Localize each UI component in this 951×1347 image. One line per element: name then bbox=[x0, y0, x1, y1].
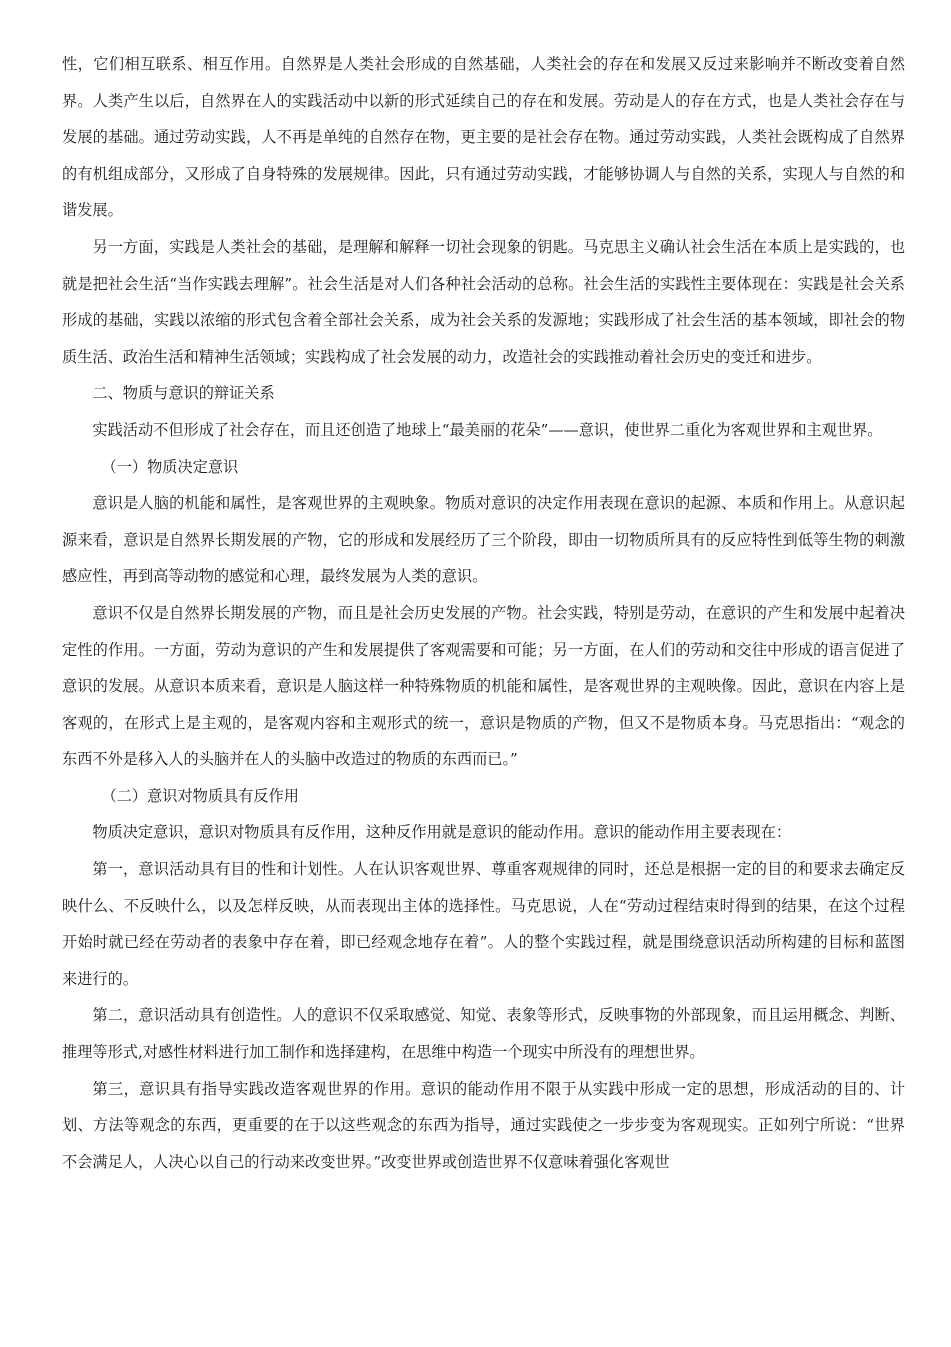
section-heading: 二、物质与意识的辩证关系 bbox=[92, 384, 275, 403]
paragraph-consciousness-intro: 实践活动不但形成了社会存在，而且还创造了地球上“最美丽的花朵”——意识，使世界二重化为客观世界和主观世界。 bbox=[92, 420, 883, 439]
subsection-heading-2: （二）意识对物质具有反作用 bbox=[101, 786, 299, 805]
paragraph-point-second: 第二，意识活动具有创造性。人的意识不仅采取感觉、知觉、表象等形式，反映事物的外部现象，而且运用概念、判断、推理等形式,对感性材料进行加工制作和选择建构，在思维中构造一个现实中所没有的理想世界。 bbox=[62, 1006, 905, 1062]
paragraph-point-first: 第一，意识活动具有目的性和计划性。人在认识客观世界、尊重客观规律的同时，还总是根据一定的目的和要求去确定反映什么、不反映什么，以及怎样反映，从而表现出主体的选择性。马克思说，人在“劳动过程结束时得到的结果，在这个过程开始时就已经在劳动者的表象中存在着，即已经观念地存在着”。人的整个实践过程，就是围绕意识活动所构建的目标和蓝图来进行的。 bbox=[62, 860, 905, 988]
paragraph-society-practice: 另一方面，实践是人类社会的基础，是理解和解释一切社会现象的钥匙。马克思主义确认社会生活在本质上是实践的，也就是把社会生活“当作实践去理解”。社会生活是对人们各种社会活动的总称。社会生活的实践性主要体现在：实践是社会关系形成的基础，实践以浓缩的形式包含着全部社会关系，成为社会关系的发源地；实践形成了社会生活的基本领域，即社会的物质生活、政治生活和精神生活领域；实践构成了社会发展的动力，改造社会的实践推动着社会历史的变迁和进步。 bbox=[62, 237, 905, 366]
paragraph-point-third: 第三，意识具有指导实践改造客观世界的作用。意识的能动作用不限于从实践中形成一定的思想，形成活动的目的、计划、方法等观念的东西，更重要的在于以这些观念的东西为指导，通过实践使之一步步变为客观现实。正如列宁所说：“世界不会满足人，人决心以自己的行动来改变世界。”改变世界或创造世界不仅意味着强化客观世 bbox=[62, 1079, 905, 1171]
paragraph-continuation: 性，它们相互联系、相互作用。自然界是人类社会形成的自然基础，人类社会的存在和发展又反过来影响并不断改变着自然界。人类产生以后，自然界在人的实践活动中以新的形式延续自己的存在和发展。劳动是人的存在方式，也是人类社会存在与发展的基础。通过劳动实践，人不再是单纯的自然存在物，更主要的是社会存在物。通过劳动实践，人类社会既构成了自然界的有机组成部分，又形成了自身特殊的发展规律。因此，只有通过劳动实践，才能够协调人与自然的关系，实现人与自然的和谐发展。 bbox=[62, 55, 905, 220]
paragraph-reaction-intro: 物质决定意识，意识对物质具有反作用，这种反作用就是意识的能动作用。意识的能动作用主要表现在： bbox=[92, 823, 792, 842]
paragraph-consciousness-origin: 意识是人脑的机能和属性，是客观世界的主观映象。物质对意识的决定作用表现在意识的起源、本质和作用上。从意识起源来看，意识是自然界长期发展的产物，它的形成和发展经历了三个阶段，即由一切物质所具有的反应特性到低等生物的刺激感应性，再到高等动物的感觉和心理，最终发展为人类的意识。 bbox=[62, 494, 905, 586]
paragraph-consciousness-social: 意识不仅是自然界长期发展的产物，而且是社会历史发展的产物。社会实践，特别是劳动，在意识的产生和发展中起着决定性的作用。一方面，劳动为意识的产生和发展提供了客观需要和可能；另一方面，在人们的劳动和交往中形成的语言促进了意识的发展。从意识本质来看，意识是人脑这样一种特殊物质的机能和属性，是客观世界的主观映像。因此，意识在内容上是客观的，在形式上是主观的，是客观内容和主观形式的统一，意识是物质的产物，但又不是物质本身。马克思指出：“观念的东西不外是移入人的头脑并在人的头脑中改造过的物质的东西而已。” bbox=[62, 603, 905, 769]
subsection-heading-1: （一）物质决定意识 bbox=[101, 457, 239, 476]
